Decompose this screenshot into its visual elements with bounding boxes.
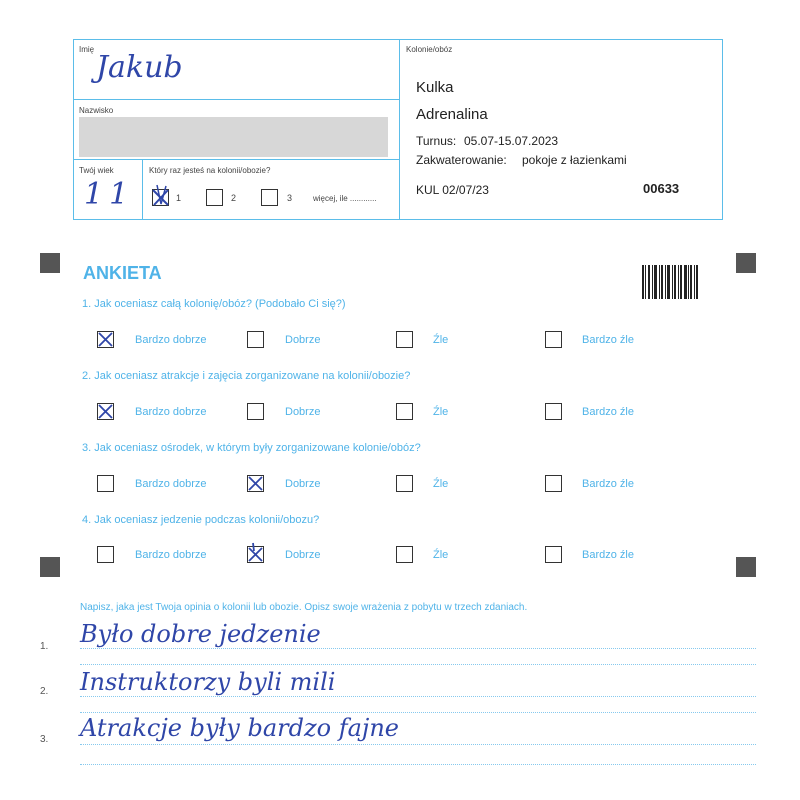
times-checkbox-1[interactable]: [152, 189, 169, 206]
checked-mark-icon: [246, 545, 265, 564]
q3-option-dobrze: Dobrze: [285, 478, 321, 490]
writing-line: [80, 744, 756, 745]
q2-option-bardzo-zle: Bardzo źle: [582, 406, 634, 418]
opinion-prompt: Napisz, jaka jest Twoja opinia o kolonii lub obozie. Opisz swoje wrażenia z pobytu w trzech zdaniach.: [80, 602, 528, 613]
opinion-line-2-handwritten[interactable]: Instruktorzy byli mili: [80, 668, 336, 696]
q2-checkbox-bardzo-dobrze[interactable]: [97, 403, 114, 420]
header-divider-vertical: [399, 39, 400, 220]
form-number: 00633: [643, 181, 680, 196]
header-divider-surname: [73, 159, 399, 160]
camp-code: KUL 02/07/23: [416, 183, 489, 197]
survey-title: ANKIETA: [83, 263, 162, 283]
writing-line: [80, 664, 756, 665]
writing-line: [80, 648, 756, 649]
times-option-1: 1: [176, 193, 182, 203]
age-value-handwritten[interactable]: 11: [84, 177, 135, 212]
q1-checkbox-zle[interactable]: [396, 331, 413, 348]
q1-checkbox-bardzo-zle[interactable]: [545, 331, 562, 348]
q3-option-zle: Źle: [433, 478, 449, 490]
checked-mark-icon: [246, 474, 265, 493]
q3-checkbox-dobrze[interactable]: [247, 475, 264, 492]
barcode-icon: [642, 265, 698, 299]
q1-checkbox-bardzo-dobrze[interactable]: [97, 331, 114, 348]
name-label: Imię: [79, 45, 95, 54]
q2-option-dobrze: Dobrze: [285, 406, 321, 418]
q1-option-dobrze: Dobrze: [285, 334, 321, 346]
registration-marker-bottom-right: [736, 557, 756, 577]
q2-option-zle: Źle: [433, 406, 449, 418]
q4-checkbox-bardzo-zle[interactable]: [545, 546, 562, 563]
surname-redacted-field[interactable]: [79, 117, 388, 157]
q1-checkbox-dobrze[interactable]: [247, 331, 264, 348]
turnus-value: 05.07-15.07.2023: [464, 134, 559, 148]
checked-mark-icon: [96, 402, 115, 421]
q2-option-bardzo-dobrze: Bardzo dobrze: [135, 406, 207, 418]
surname-label: Nazwisko: [79, 106, 114, 115]
q2-checkbox-bardzo-zle[interactable]: [545, 403, 562, 420]
q4-option-dobrze: Dobrze: [285, 549, 321, 561]
registration-marker-top-right: [736, 253, 756, 273]
times-more-field[interactable]: więcej, ile ............: [313, 194, 377, 203]
q3-option-bardzo-zle: Bardzo źle: [582, 478, 634, 490]
accommodation-label: Zakwaterowanie:: [416, 153, 507, 167]
question-1: 1. Jak oceniasz całą kolonię/obóz? (Podobało Ci się?): [82, 298, 346, 310]
q4-checkbox-zle[interactable]: [396, 546, 413, 563]
question-2: 2. Jak oceniasz atrakcje i zajęcia zorganizowane na kolonii/obozie?: [82, 370, 411, 382]
times-label: Który raz jesteś na kolonii/obozie?: [149, 166, 271, 175]
q3-option-bardzo-dobrze: Bardzo dobrze: [135, 478, 207, 490]
q4-checkbox-bardzo-dobrze[interactable]: [97, 546, 114, 563]
times-checkbox-2[interactable]: [206, 189, 223, 206]
writing-line: [80, 696, 756, 697]
q1-option-bardzo-dobrze: Bardzo dobrze: [135, 334, 207, 346]
opinion-line-number: 3.: [40, 734, 49, 745]
registration-marker-bottom-left: [40, 557, 60, 577]
q4-option-bardzo-zle: Bardzo źle: [582, 549, 634, 561]
opinion-line-1-handwritten[interactable]: Było dobre jedzenie: [80, 620, 321, 648]
writing-line: [80, 764, 756, 765]
q4-option-bardzo-dobrze: Bardzo dobrze: [135, 549, 207, 561]
q4-option-zle: Źle: [433, 549, 449, 561]
header-divider-age: [142, 159, 143, 220]
q2-checkbox-dobrze[interactable]: [247, 403, 264, 420]
camp-type: Adrenalina: [416, 106, 488, 123]
q2-checkbox-zle[interactable]: [396, 403, 413, 420]
q1-option-bardzo-zle: Bardzo źle: [582, 334, 634, 346]
opinion-line-3-handwritten[interactable]: Atrakcje były bardzo fajne: [80, 714, 400, 742]
age-label: Twój wiek: [79, 166, 114, 175]
camp-label: Kolonie/obóz: [406, 45, 453, 54]
q1-option-zle: Źle: [433, 334, 449, 346]
times-checkbox-3[interactable]: [261, 189, 278, 206]
q4-checkbox-dobrze[interactable]: [247, 546, 264, 563]
opinion-line-number: 2.: [40, 686, 49, 697]
header-divider-name: [73, 99, 399, 100]
checked-mark-icon: [96, 330, 115, 349]
question-3: 3. Jak oceniasz ośrodek, w którym były zorganizowane kolonie/obóz?: [82, 442, 421, 454]
q3-checkbox-zle[interactable]: [396, 475, 413, 492]
times-option-2: 2: [231, 193, 237, 203]
turnus-label: Turnus:: [416, 134, 457, 148]
registration-marker-top-left: [40, 253, 60, 273]
checked-mark-icon: [151, 188, 170, 207]
q3-checkbox-bardzo-zle[interactable]: [545, 475, 562, 492]
camp-name: Kulka: [416, 79, 454, 96]
name-value-handwritten[interactable]: Jakub: [96, 50, 183, 85]
writing-line: [80, 712, 756, 713]
question-4: 4. Jak oceniasz jedzenie podczas kolonii/obozu?: [82, 514, 320, 526]
accommodation-value: pokoje z łazienkami: [522, 153, 627, 167]
q3-checkbox-bardzo-dobrze[interactable]: [97, 475, 114, 492]
times-option-3: 3: [287, 193, 293, 203]
opinion-line-number: 1.: [40, 641, 49, 652]
